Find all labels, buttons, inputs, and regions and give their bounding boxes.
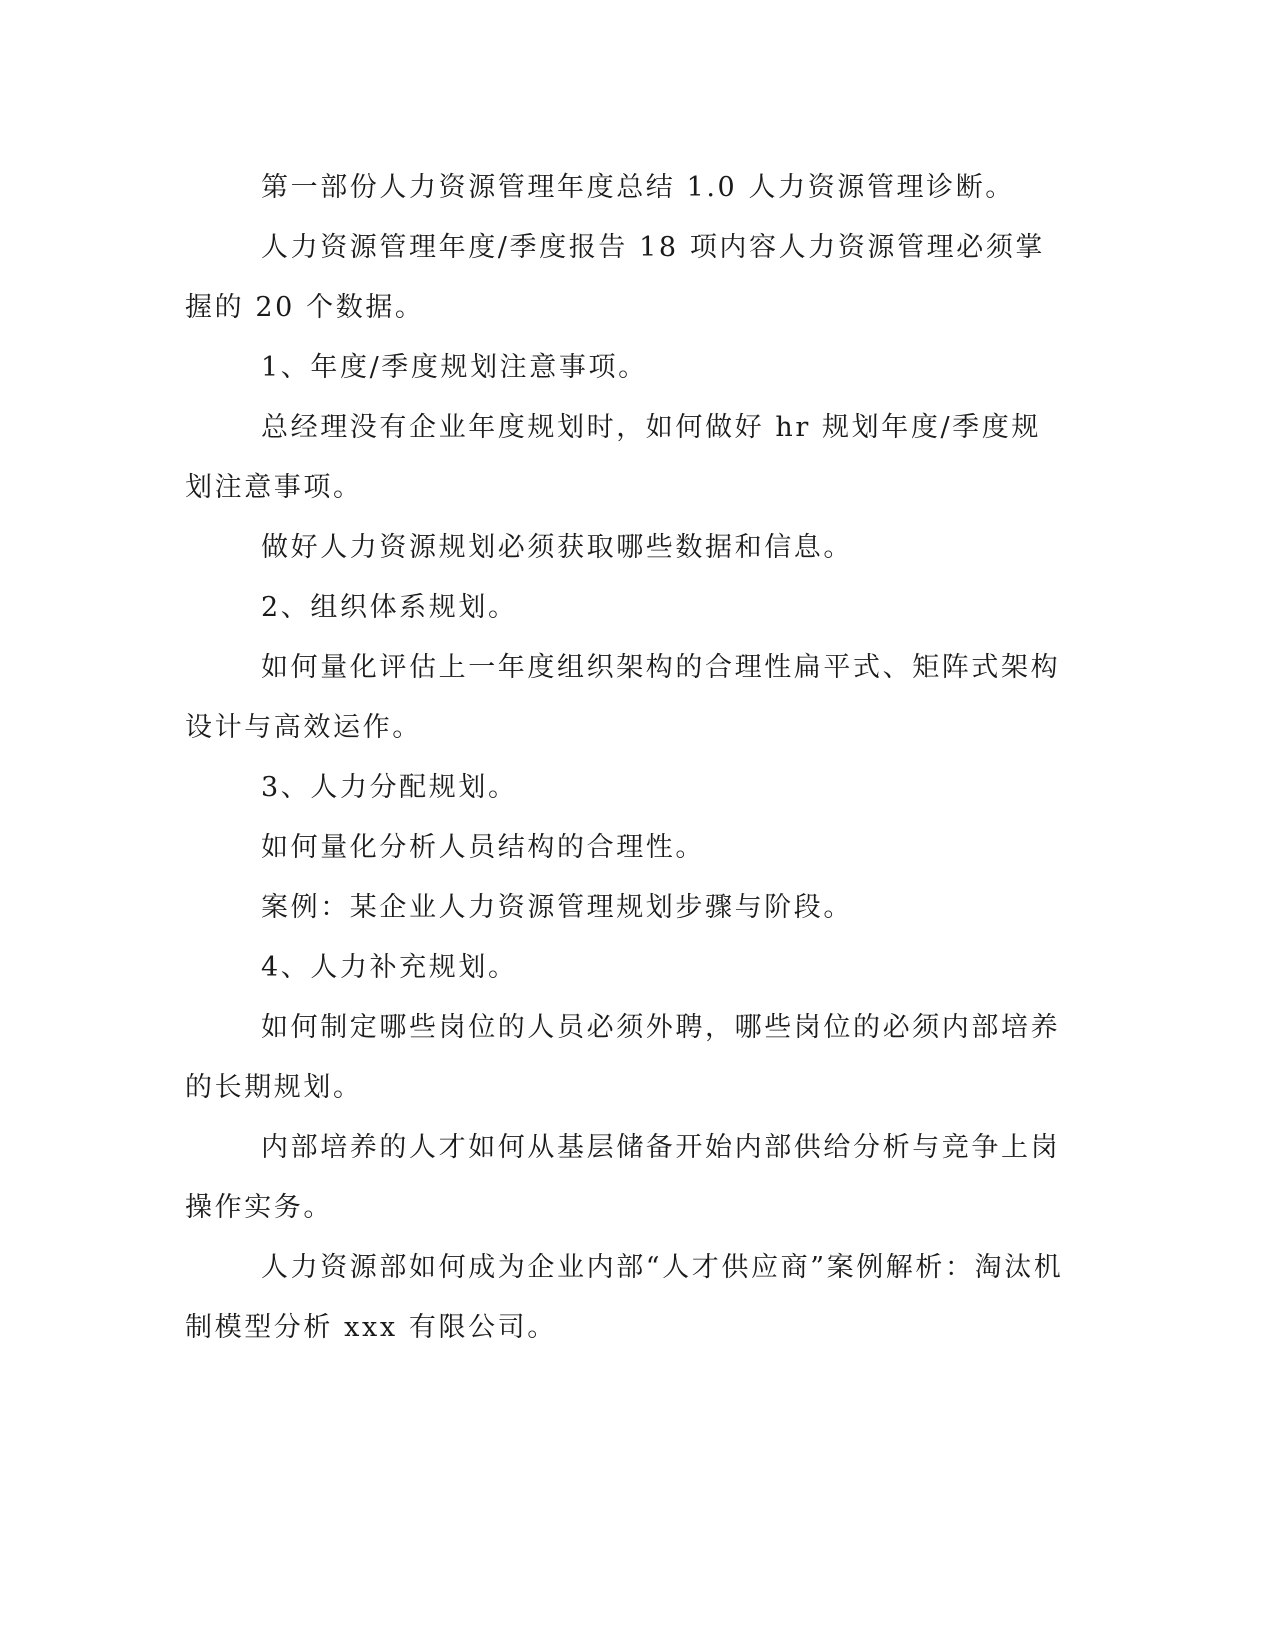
paragraph-7: 如何量化评估上一年度组织架构的合理性扁平式、矩阵式架构设计与高效运作。	[185, 652, 1061, 743]
paragraph-1: 第一部份人力资源管理年度总结 1.0 人力资源管理诊断。	[261, 172, 1015, 203]
paragraph-3: 1、年度/季度规划注意事项。	[261, 352, 648, 383]
paragraph-13: 内部培养的人才如何从基层储备开始内部供给分析与竞争上岗操作实务。	[185, 1132, 1061, 1223]
document-body	[185, 158, 1065, 1358]
paragraph-8: 3、人力分配规划。	[261, 772, 518, 803]
paragraph-11: 4、人力补充规划。	[261, 952, 518, 983]
paragraph-12: 如何制定哪些岗位的人员必须外聘，哪些岗位的必须内部培养的长期规划。	[185, 1012, 1061, 1103]
paragraph-4: 总经理没有企业年度规划时，如何做好 hr 规划年度/季度规划注意事项。	[185, 412, 1041, 503]
paragraph-2: 人力资源管理年度/季度报告 18 项内容人力资源管理必须掌握的 20 个数据。	[185, 232, 1046, 323]
paragraph-10: 案例：某企业人力资源管理规划步骤与阶段。	[261, 892, 853, 923]
paragraph-6: 2、组织体系规划。	[261, 592, 518, 623]
paragraph-14: 人力资源部如何成为企业内部“人才供应商”案例解析：淘汰机制模型分析 xxx 有限公司。	[185, 1252, 1064, 1343]
paragraph-5: 做好人力资源规划必须获取哪些数据和信息。	[261, 532, 853, 563]
paragraph-9: 如何量化分析人员结构的合理性。	[261, 832, 705, 863]
